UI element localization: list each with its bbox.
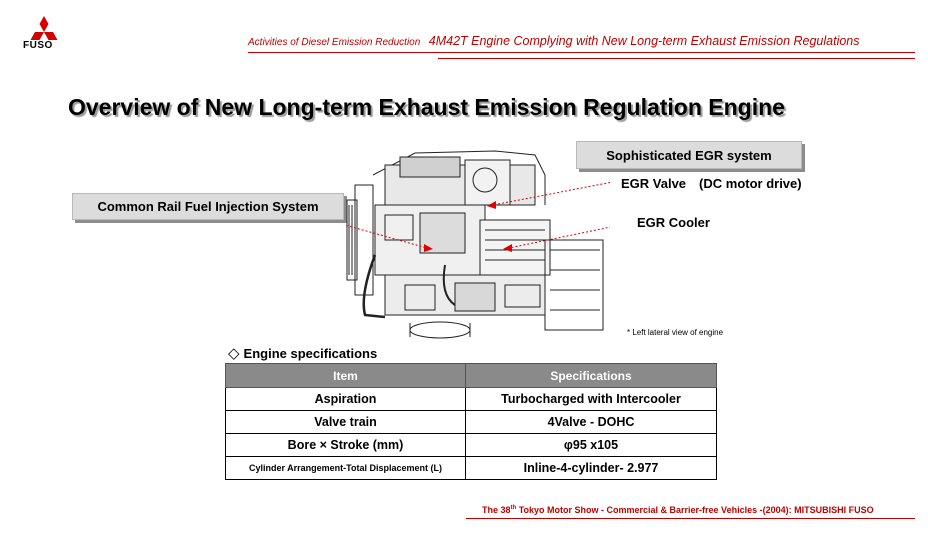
brand-logo-text: FUSO (23, 40, 53, 51)
callout-common-rail: Common Rail Fuel Injection System (72, 193, 344, 220)
engine-illustration (345, 145, 610, 345)
specs-table (225, 363, 717, 480)
page-title: Overview of New Long-term Exhaust Emission Regulation Engine (68, 94, 785, 120)
header-subtitle-big: 4M42T Engine Complying with New Long-term Exhaust Emission Regulations (428, 34, 860, 48)
footer-sup: th (510, 505, 517, 511)
column-header-item: Item (226, 364, 466, 388)
table-cell-item: Valve train (226, 411, 466, 434)
specs-heading-text: Engine specifications (243, 346, 378, 361)
header-rule-bottom (438, 58, 915, 59)
footer-text (482, 505, 874, 515)
header-subtitle-small: Activities of Diesel Emission Reduction (248, 37, 421, 48)
header-subtitle (248, 32, 914, 50)
header-rule-top (248, 52, 915, 53)
table-row (226, 411, 717, 434)
table-header-row (226, 364, 717, 388)
table-cell-item: Aspiration (226, 388, 466, 411)
footer-prefix: The 38 (482, 505, 511, 515)
diamond-icon: ◇ (228, 345, 240, 362)
table-cell-value: 4Valve - DOHC (466, 411, 717, 434)
label-egr-valve: EGR Valve (DC motor drive) (621, 176, 802, 191)
label-egr-cooler: EGR Cooler (637, 215, 710, 230)
table-row (226, 388, 717, 411)
footer-rule (466, 518, 915, 519)
table-cell-item: Cylinder Arrangement-Total Displacement (L) (226, 457, 466, 480)
image-note: * Left lateral view of engine (627, 328, 724, 337)
table-cell-value: Inline-4-cylinder- 2.977 (466, 457, 717, 480)
callout-egr-system: Sophisticated EGR system (576, 141, 802, 169)
table-row (226, 434, 717, 457)
table-cell-value: φ95 x105 (466, 434, 717, 457)
footer-rest: Tokyo Motor Show - Commercial & Barrier-free Vehicles -(2004): MITSUBISHI FUSO (516, 505, 874, 515)
table-cell-item: Bore × Stroke (mm) (226, 434, 466, 457)
specs-heading (228, 344, 377, 362)
table-row (226, 457, 717, 480)
column-header-specifications: Specifications (466, 364, 717, 388)
table-cell-value: Turbocharged with Intercooler (466, 388, 717, 411)
